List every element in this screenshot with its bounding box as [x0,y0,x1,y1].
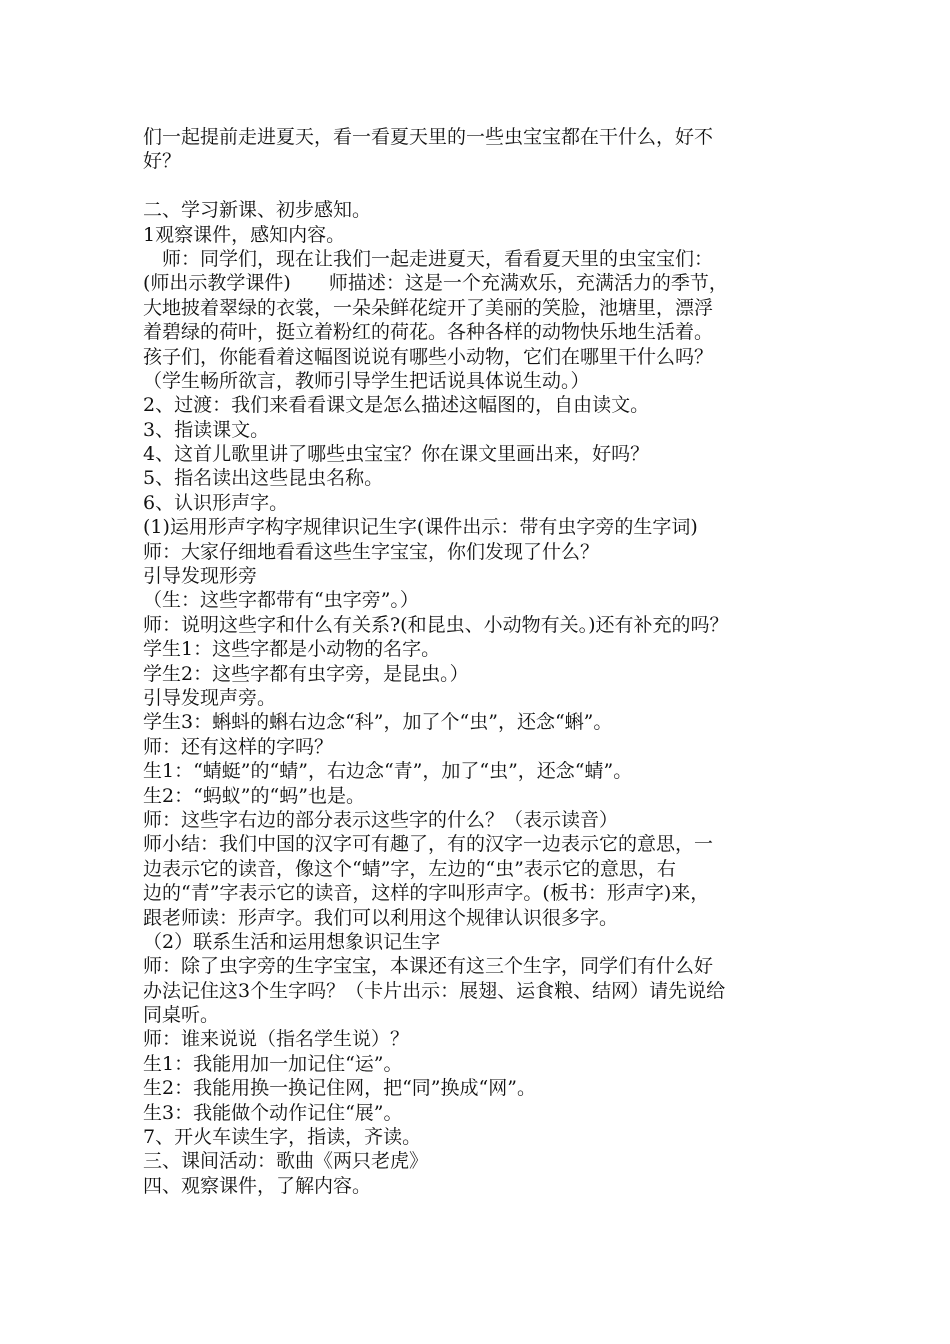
body-line: 师：谁来说说（指名学生说）？ [143,1028,410,1051]
intro-line-1: 们一起提前走进夏天，看一看夏天里的一些虫宝宝都在干什么，好不 [143,126,714,148]
body-line: 师：大家仔细地看看这些生字宝宝，你们发现了什么？ [143,540,600,563]
body-line: 孩子们，你能看着这幅图说说有哪些小动物，它们在哪里干什么吗？ [143,345,714,368]
body-line: 师：这些字右边的部分表示这些字的什么？（表示读音） [143,808,619,831]
body-line: 师小结：我们中国的汉字可有趣了，有的汉字一边表示它的意思，一 [143,833,714,856]
body-line: (1)运用形声字构字规律识记生字(课件出示：带有虫字旁的生字词) [143,516,698,539]
body-line: 2、过渡：我们来看看课文是怎么描述这幅图的，自由读文。 [143,394,650,417]
document-page [143,125,823,1198]
body-line: 同桌听。 [143,1004,220,1027]
body-line: 边表示它的读音，像这个“蜻”字，左边的“虫”表示它的意思，右 [143,857,676,880]
body-line: 师：同学们，现在让我们一起走进夏天，看看夏天里的虫宝宝们： [143,247,714,270]
body-line: 二、学习新课、初步感知。 [143,199,372,222]
body-line: 着碧绿的荷叶，挺立着粉红的荷花。各种各样的动物快乐地生活着。 [143,321,714,344]
body-line: 5、指名读出这些昆虫名称。 [143,467,384,490]
body-line: 学生2：这些字都有虫字旁，是昆虫。） [143,662,469,685]
document-body [143,198,823,1198]
body-line: 学生3：蝌蚪的蝌右边念“科”，加了个“虫”，还念“蝌”。 [143,711,613,734]
body-line: 3、指读课文。 [143,418,270,441]
body-line: 引导发现声旁。 [143,686,277,709]
intro-line-2: 好？ [143,150,182,173]
body-line: 师：还有这样的字吗？ [143,735,334,758]
body-line: 跟老师读：形声字。我们可以利用这个规律认识很多字。 [143,906,619,929]
body-line: 学生1：这些字都是小动物的名字。 [143,638,441,661]
paragraph-gap [143,174,823,198]
body-line: 四、观察课件，了解内容。 [143,1174,372,1197]
body-line: 师：除了虫字旁的生字宝宝，本课还有这三个生字，同学们有什么好 [143,955,714,978]
body-line: 边的“青”字表示它的读音，这样的字叫形声字。(板书：形声字)来， [143,882,710,905]
body-line: （生：这些字都带有“虫字旁”。） [143,589,419,612]
body-line: 6、认识形声字。 [143,491,289,514]
body-line: 生3：我能做个动作记住“展”。 [143,1101,403,1124]
body-line: 引导发现形旁 [143,565,258,588]
body-line: （学生畅所欲言，教师引导学生把话说具体说生动。） [143,369,590,392]
body-line: 生2：我能用换一换记住网，把“同”换成“网”。 [143,1077,536,1100]
body-line: (师出示教学课件) 师描述：这是一个充满欢乐，充满活力的季节， [143,272,728,295]
body-line: 7、开火车读生字，指读，齐读。 [143,1126,422,1149]
body-line: 三、课间活动：歌曲《两只老虎》 [143,1150,429,1173]
body-line: 生1：我能用加一加记住“运”。 [143,1052,403,1075]
body-line: （2）联系生活和运用想象识记生字 [143,930,441,953]
body-line: 1观察课件，感知内容。 [143,223,346,246]
body-line: 生2：“蚂蚁”的“蚂”也是。 [143,784,365,807]
body-line: 生1：“蜻蜓”的“蜻”，右边念“青”，加了“虫”，还念“蜻”。 [143,760,633,783]
body-line: 师：说明这些字和什么有关系?(和昆虫、小动物有关。)还有补充的吗？ [143,613,729,636]
body-line: 办法记住这3个生字吗？（卡片出示：展翅、运食粮、结网）请先说给 [143,979,726,1002]
body-line: 大地披着翠绿的衣裳，一朵朵鲜花绽开了美丽的笑脸，池塘里，漂浮 [143,296,714,319]
body-line: 4、这首儿歌里讲了哪些虫宝宝？你在课文里画出来，好吗？ [143,443,650,466]
